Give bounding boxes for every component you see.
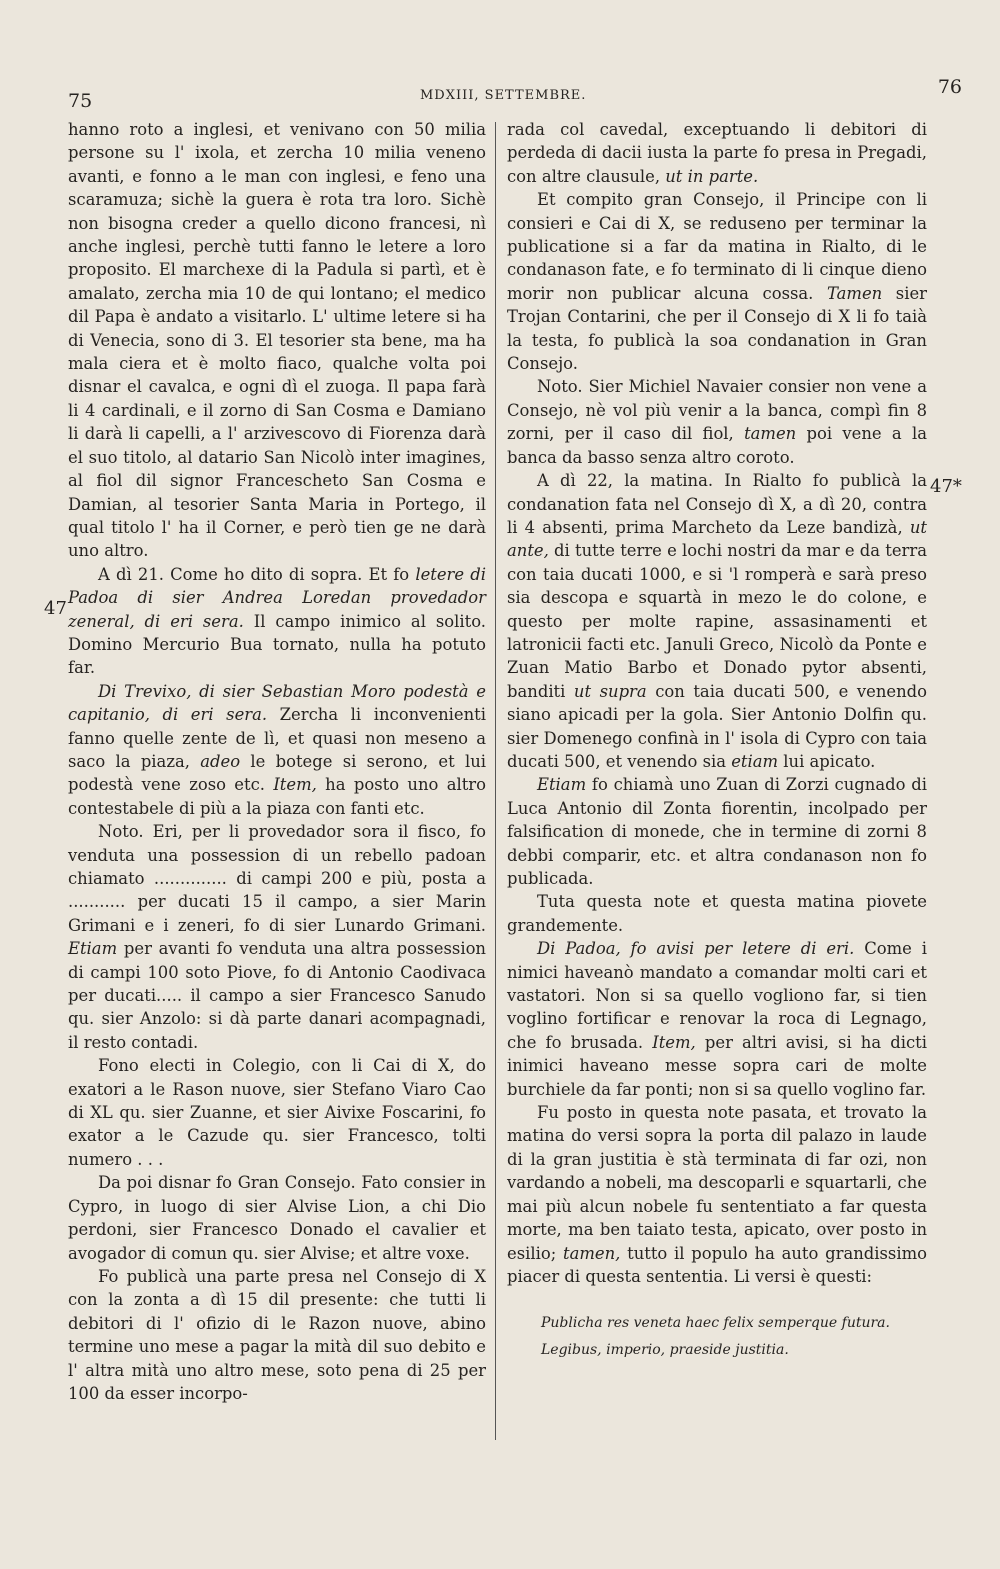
- verse-line: Legibus, imperio, praeside justitia.: [541, 1342, 789, 1359]
- running-head: MDXIII, SETTEMBRE.: [420, 88, 587, 103]
- paragraph: Fu posto in questa note pasata, et trovato la matina do versi sopra la porta dil palazo in laude di la gran justitia è stà terminata di far ozi, non vardando a nobeli, ma descoparli e squartarli, che mai più alcun nobele fu sententiato a far questa morte, ma ben taiato testa, apicato, over posto in esilio; tamen, tutto il populo ha auto grandissimo piacer di questa sententia. Li versi è questi:: [507, 1103, 927, 1286]
- paragraph: Et compito gran Consejo, il Principe con li consieri e Cai di X, se reduseno per terminar la publicatione si a far da matina in Rialto, di le condanason fate, e fo terminato di li cinque dieno morir non publicar alcuna cossa. Tamen sier Trojan Contarini, che per il Consejo di X li fo taià la testa, fo publicà la soa condanation in Gran Consejo.: [507, 190, 927, 374]
- left-page-number: 75: [68, 90, 93, 112]
- right-column: [507, 118, 927, 1364]
- paragraph: A dì 21. Come ho dito di sopra. Et fo letere di Padoa di sier Andrea Loredan provedador zeneral, di eri sera. Il campo inimico al solito. Domino Mercurio Bua tornato, nulla ha potuto far.: [68, 564, 486, 678]
- column-divider: [495, 122, 496, 1440]
- paragraph: A dì 22, la matina. In Rialto fo publicà la condanation fata nel Consejo dì X, a dì 20, contra li 4 absenti, prima Marcheto da Leze bandizà, ut ante, di tutte terre e lochi nostri da mar e da terra con taia ducati 1000, e si 'l romperà e sarà preso sia descopa e squartà in mezo le do colone, e questo per molte rapine, assasinamenti et latronicii facti etc. Januli Greco, Nicolò da Ponte e Zuan Matio Barbo et Donado pytor absenti, banditi ut supra con taia ducati 500, e venendo siano apicadi per la gola. Sier Antonio Dolfin qu. sier Domenego confinà in l' isola di Cypro con taia ducati 500, et venendo sia etiam lui apicato.: [507, 471, 927, 771]
- paragraph: Fo publicà una parte presa nel Consejo di X con la zonta a dì 15 dil presente: che tutti li debitori di l' ofizio di le Razon nuove, abino termine uno mese a pagar la mità dil suo debito e l' altra mità uno altro mese, soto pena di 25 per 100 da esser incorpo-: [68, 1266, 486, 1403]
- paragraph: rada col cavedal, exceptuando li debitori di perdeda di dacii iusta la parte fo presa in Pregadi, con altre clausule, ut in parte.: [507, 120, 927, 186]
- verse-block: [507, 1310, 927, 1364]
- left-margin-note: 47: [44, 598, 67, 619]
- right-page-number: 76: [937, 76, 962, 98]
- paragraph: Di Padoa, fo avisi per letere di eri. Come i nimici haveanò mandato a comandar molti cari et vastatori. Non si sa quello vogliono far, si tien voglino fortificar e renovar la roca di Legnago, che fo brusada. Item, per altri avisi, si ha dicti inimici haveano messe sopra cari de molte burchiele da far ponti; non si sa quello voglino far.: [507, 939, 927, 1099]
- paragraph: Da poi disnar fo Gran Consejo. Fato consier in Cypro, in luogo di sier Alvise Lion, a chi Dio perdoni, sier Francesco Donado el cavalier et avogador di comun qu. sier Alvise; et altre voxe.: [68, 1173, 486, 1263]
- paragraph: Fono electi in Colegio, con li Cai di X, do exatori a le Rason nuove, sier Stefano Viaro Cao di XL qu. sier Zuanne, et sier Aivixe Foscarini, fo exator a le Cazude qu. sier Francesco, tolti numero . . .: [68, 1056, 486, 1169]
- paragraph: hanno roto a inglesi, et venivano con 50 milia persone su l' ixola, et zercha 10 milia veneno avanti, e fonno a le man con inglesi, e feno una scaramuza; sichè la guera è rota tra loro. Sichè non bisogna creder a quello dicono francesi, nì anche inglesi, perchè tutti fanno le letere a loro proposito. El marchexe di la Padula si partì, et è amalato, zercha mia 10 de qui lontano; el medico dil Papa è andato a visitarlo. L' ultime letere si ha di Venecia, sono di 3. El tesorier sta bene, ma ha mala ciera et è molto fiaco, qualche volta poi disnar el cavalca, e ogni dì el zuoga. Il papa farà li 4 cardinali, e il zorno di San Cosma e Damiano li darà li capelli, a l' arzivescovo di Fiorenza darà el suo titolo, al datario San Nicolò inter imagines, al fiol dil signor Francescheto San Cosma e Damian, al tesorier Santa Maria in Portego, il qual titolo l' ha il Corner, e però tien ge ne darà uno altro.: [68, 120, 486, 561]
- page-header: [60, 76, 962, 112]
- verse-line: Publicha res veneta haec felix semperque futura.: [541, 1315, 890, 1332]
- paragraph: Etiam fo chiamà uno Zuan di Zorzi cugnado di Luca Antonio dil Zonta fiorentin, incolpado per falsification di monede, che in termine di zorni 8 debbi comparir, etc. et altra condanason non fo publicada.: [507, 775, 927, 888]
- paragraph: Noto. Sier Michiel Navaier consier non vene a Consejo, nè vol più venir a la banca, compì fin 8 zorni, per il caso dil fiol, tamen poi vene a la banca da basso senza altro coroto.: [507, 377, 927, 467]
- right-margin-note: 47*: [930, 476, 962, 497]
- left-column: [68, 118, 486, 1405]
- paragraph: Tuta questa note et questa matina piovete grandemente.: [507, 892, 927, 935]
- paragraph: Noto. Eri, per li provedador sora il fisco, fo venduta una possession di un rebello padoan chiamato .............. di campi 200 e più, posta a ........... per ducati 15 il campo, a sier Marin Grimani e i zeneri, fo di sier Lunardo Grimani. Etiam per avanti fo venduta una altra possession di campi 100 soto Piove, fo di Antonio Caodivaca per ducati..... il campo a sier Francesco Sanudo qu. sier Anzolo: si dà parte danari acompagnadi, il resto contadi.: [68, 822, 486, 1052]
- paragraph: Di Trevixo, di sier Sebastian Moro podestà e capitanio, di eri sera. Zercha li inconvenienti fanno quelle zente de lì, et quasi non meseno a saco la piaza, adeo le botege si serono, et lui podestà vene zoso etc. Item, ha posto uno altro contestabele di più a la piaza con fanti etc.: [68, 681, 486, 818]
